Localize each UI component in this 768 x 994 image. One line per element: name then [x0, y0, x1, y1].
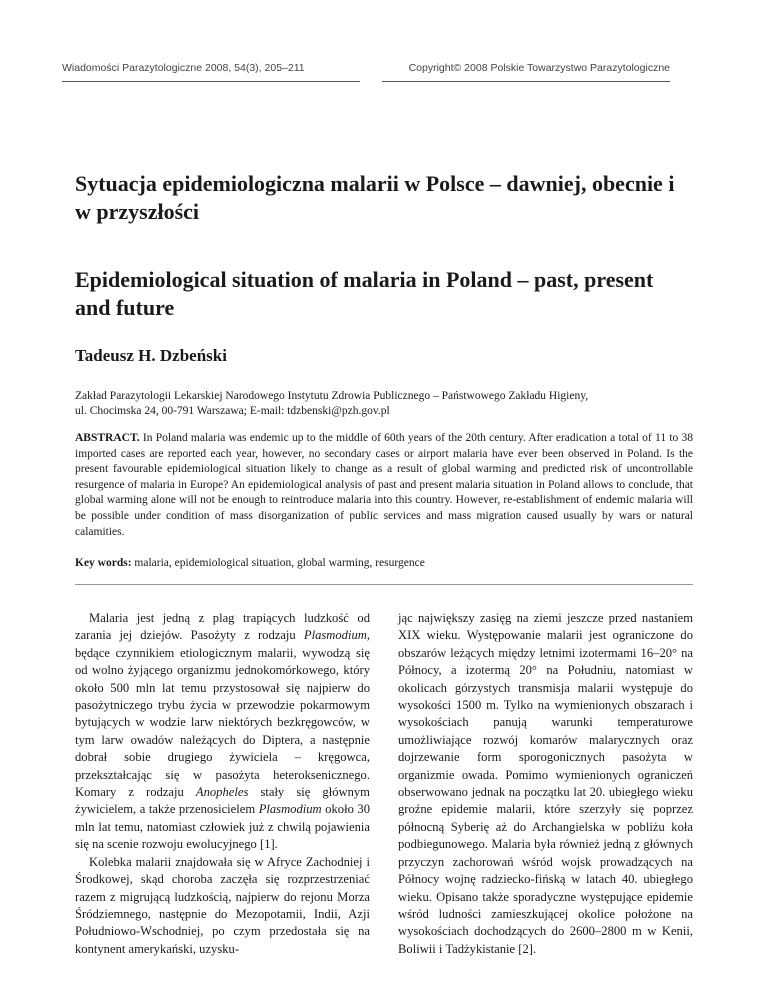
body-column-right — [398, 610, 693, 958]
affiliation-address: ul. Chocimska 24, 00-791 Warszawa; E-mail: tdzbenski@pzh.gov.pl — [75, 405, 390, 417]
body-text: około 30 mln lat temu, natomiast człowiek już z chwilą pojawienia się na scenie rozwoju ewolucyjnego [1]. — [75, 802, 370, 852]
body-text: Malaria jest jedną z plag trapiących ludzkość od zarania jej dziejów. Pasożyty z rodzaju — [75, 611, 370, 643]
genus-name: Plasmodium, — [303, 628, 370, 643]
author-name: Tadeusz H. Dzbeński — [75, 346, 227, 365]
title-polish: Sytuacja epidemiologiczna malarii w Polsce – dawniej, obecnie i w przyszłości — [75, 171, 675, 224]
header-rule-right — [382, 81, 670, 82]
keywords — [75, 557, 693, 569]
affiliation-line: Zakład Parazytologii Lekarskiej Narodowego Instytutu Zdrowia Publicznego – Państwowego Zakładu Higieny, — [75, 390, 589, 402]
copyright-notice: Copyright© 2008 Polskie Towarzystwo Parazytologiczne — [408, 62, 670, 74]
body-column-left — [75, 610, 370, 958]
abstract-label: ABSTRACT. — [75, 432, 140, 444]
header-rule-left — [62, 81, 360, 82]
title-english: Epidemiological situation of malaria in Poland – past, present and future — [75, 267, 654, 320]
body-text: będące czynnikiem etiologicznym malarii, wywodzą się od wolno żyjącego organizmu jednokomórkowego, który około 500 mln lat temu przystosował się najpierw do pasożytniczego trybu życia w przewodzie pokarmowym bytujących w wodzie larw niektórych bezkręgowców, w tym larw owadów należących do Diptera, a następnie dobrał sobie drugiego żywiciela – kręgowca, przekształcając się w pasożyta heteroksenicznego. Komary z rodzaju — [75, 645, 370, 800]
genus-name: Plasmodium — [258, 802, 322, 817]
running-head — [62, 62, 670, 74]
body-paragraph: Kolebka malarii znajdowała się w Afryce Zachodniej i Środkowej, skąd choroba zaczęła się rozprzestrzeniać razem z migrującą ludzkością, najpierw do rejonu Morza Śródziemnego, następnie do Mezopotamii, Indii, Azji Południowo-Wschodniej, po czym przedostała się na kontynent amerykański, uzysku- — [75, 854, 370, 956]
body-text: stały się głównym żywicielem, a także przenosicielem — [75, 785, 370, 817]
abstract — [75, 431, 693, 540]
keywords-divider — [75, 584, 693, 585]
keywords-label: Key words: — [75, 557, 132, 569]
body-paragraph: jąc największy zasięg na ziemi jeszcze przed nastaniem XIX wieku. Występowanie malarii jest ograniczone do obszarów leżących między letnimi izotermami 16–20° na Północy, a izotermą 20° na Południu, natomiast w okolicach górzystych transmisja malarii występuje do wysokości 1500 m. Tylko na wymienionych obszarach i wysokościach panują warunki temperaturowe umożliwiające rozwój komarów malarycznych oraz dojrzewanie form sporogonicznych pasożyta w organizmie owada. Pomimo wymienionych ograniczeń obserwowano jednak na początku lat 20. ubiegłego wieku groźne epidemie malarii, które szerzyły się poprzez północną Syberię aż do Archangielska w pobliżu koła podbiegunowego. Malaria była również jedną z głównych przyczyn zachorowań wśród wojsk prowadzących na Północy wojnę radziecko-fińską w latach 40. ubiegłego wieku. Opisano także sporadyczne występujące epidemie wśród ludności zamieszkującej okolice położone na wysokościach dochodzących do 2600–2800 m w Kenii, Boliwii i Tadżykistanie [2]. — [398, 611, 693, 956]
journal-citation: Wiadomości Parazytologiczne 2008, 54(3), 205–211 — [62, 62, 305, 74]
keywords-text: malaria, epidemiological situation, global warming, resurgence — [134, 557, 425, 569]
affiliation — [75, 389, 685, 419]
genus-name: Anopheles — [195, 785, 249, 800]
abstract-text: In Poland malaria was endemic up to the middle of 60th years of the 20th century. After eradication a total of 11 to 38 imported cases are reported each year, however, no secondary cases or airport malaria have ever been observed in Poland. Is the present favourable epidemiological situation likely to change as a result of global warming and predicted risk of uncontrollable resurgence of malaria in Europe? An epidemiological analysis of past and present malaria situation in Poland allows to conclude, that global warming alone will not be enough to reintroduce malaria into this country. However, re-establishment of endemic malaria will be possible under condition of mass disorganization of public services and mass migration caused usually by wars or natural calamities. — [75, 432, 694, 538]
body-paragraph — [75, 610, 370, 854]
